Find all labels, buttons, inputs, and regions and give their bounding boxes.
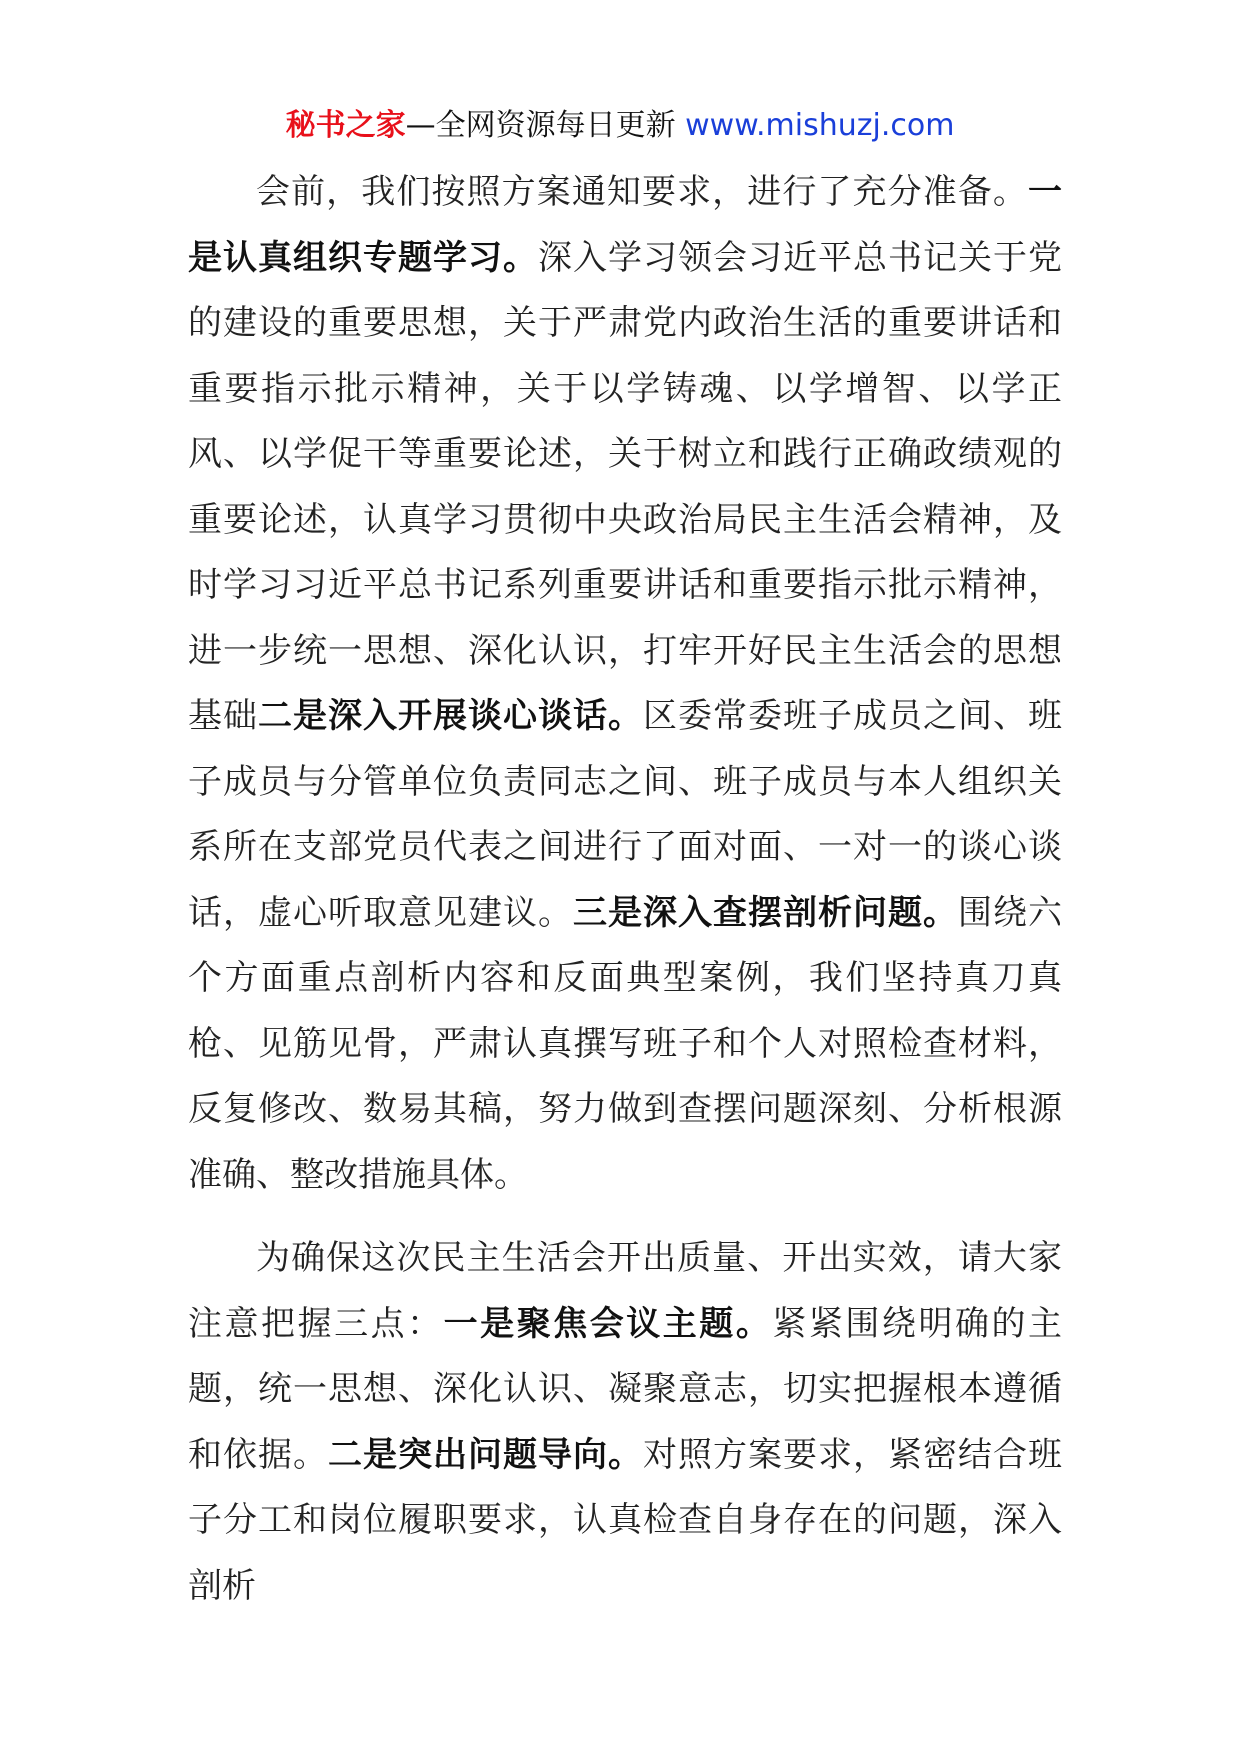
- bold-heading: 二是突出问题导向。: [328, 1434, 643, 1475]
- document-body: [188, 160, 1062, 1619]
- bold-heading: 一是认真组织专题学习。: [188, 172, 1062, 278]
- paragraph-text: 区委常委班子成员之间、班子成员与分管单位负责同志之间、班子成员与本人组织关系所在支部党员代表之间进行了面对面、一对一的谈心谈话，虚心听取意见建议。: [188, 696, 1062, 933]
- bold-heading: 二是深入开展谈心谈话。: [258, 696, 643, 736]
- paragraph-text: 深入学习领会习近平总书记关于党的建设的重要思想，关于严肃党内政治生活的重要讲话和重要指示批示精神，关于以学铸魂、以学增智、以学正风、以学促干等重要论述，关于树立和践行正确政绩观的重要论述，认真学习贯彻中央政治局民主生活会精神，及时学习习近平总书记系列重要讲话和重要指示批示精神，进一步统一思想、深化认识，打牢开好民主生活会的思想基础: [188, 237, 1062, 736]
- brand-name: 秘书之家: [285, 108, 406, 143]
- paragraph-requirements: [188, 1226, 1062, 1619]
- paragraph-text: 围绕六个方面重点剖析内容和反面典型案例，我们坚持真刀真枪、见筋见骨，严肃认真撰写班子和个人对照检查材料，反复修改、数易其稿，努力做到查摆问题深刻、分析根源准确、整改措施具体。: [188, 892, 1062, 1195]
- bold-heading: 三是深入查摆剖析问题。: [573, 892, 958, 933]
- paragraph-text: 对照方案要求，紧密结合班子分工和岗位履职要求，认真检查自身存在的问题，深入剖析: [188, 1434, 1062, 1606]
- paragraph-preparation: [188, 160, 1062, 1208]
- header-tagline: —全网资源每日更新: [405, 108, 676, 143]
- paragraph-text: 为确保这次民主生活会开出质量、开出实效，请大家注意把握三点：: [188, 1238, 1062, 1344]
- paragraph-text: 紧紧围绕明确的主题，统一思想、深化认识、凝聚意志，切实把握根本遵循和依据。: [188, 1303, 1063, 1475]
- watermark-header: [0, 104, 1240, 148]
- paragraph-text: 会前，我们按照方案通知要求，进行了充分准备。: [256, 172, 1028, 212]
- bold-heading: 一是聚焦会议主题。: [443, 1303, 773, 1344]
- site-url-link[interactable]: www.mishuzj.com: [685, 108, 955, 143]
